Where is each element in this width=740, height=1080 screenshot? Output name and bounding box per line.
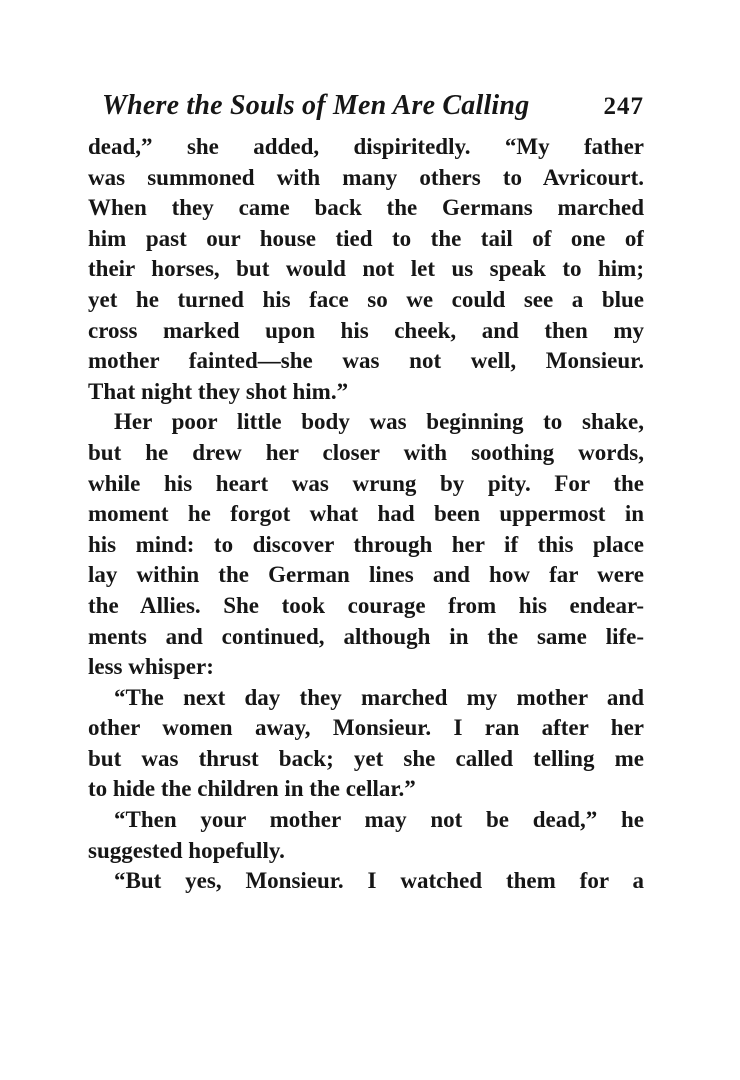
text-line: but was thrust back; yet she called telling me — [88, 745, 644, 771]
text-line: him past our house tied to the tail of one of — [88, 225, 644, 251]
text-line: Her poor little body was beginning to shake, — [114, 409, 644, 435]
text-line: the Allies. She took courage from his endear- — [88, 592, 644, 618]
text-line: other women away, Monsieur. I ran after her — [88, 715, 644, 741]
text-line: That night they shot him.” — [88, 378, 349, 404]
text-line: to hide the children in the cellar.” — [88, 776, 416, 802]
text-line: their horses, but would not let us speak to him; — [88, 256, 644, 282]
text-line: “The next day they marched my mother and — [114, 684, 644, 710]
text-line: was summoned with many others to Avricourt. — [88, 164, 644, 190]
text-line: lay within the German lines and how far were — [88, 562, 644, 588]
text-line: “Then your mother may not be dead,” he — [114, 807, 644, 833]
running-head — [88, 90, 644, 132]
text-line: less whisper: — [88, 654, 214, 680]
text-line: yet he turned his face so we could see a blue — [88, 286, 644, 312]
running-title: Where the Souls of Men Are Calling — [102, 90, 530, 121]
text-line: but he drew her closer with soothing words, — [88, 439, 644, 465]
text-line: mother fainted—she was not well, Monsieur. — [88, 348, 644, 374]
text-line: dead,” she added, dispiritedly. “My father — [88, 134, 644, 159]
text-line: while his heart was wrung by pity. For the — [88, 470, 644, 496]
text-line: his mind: to discover through her if this place — [88, 531, 644, 557]
body-text — [88, 132, 644, 897]
text-line: cross marked upon his cheek, and then my — [88, 317, 644, 343]
page-number: 247 — [603, 93, 644, 120]
text-line: “But yes, Monsieur. I watched them for a — [114, 868, 644, 894]
text-line: suggested hopefully. — [88, 837, 285, 863]
book-page — [88, 90, 644, 897]
text-line: When they came back the Germans marched — [88, 195, 644, 221]
text-line: moment he forgot what had been uppermost in — [88, 501, 644, 527]
text-line: ments and continued, although in the same life- — [88, 623, 644, 649]
